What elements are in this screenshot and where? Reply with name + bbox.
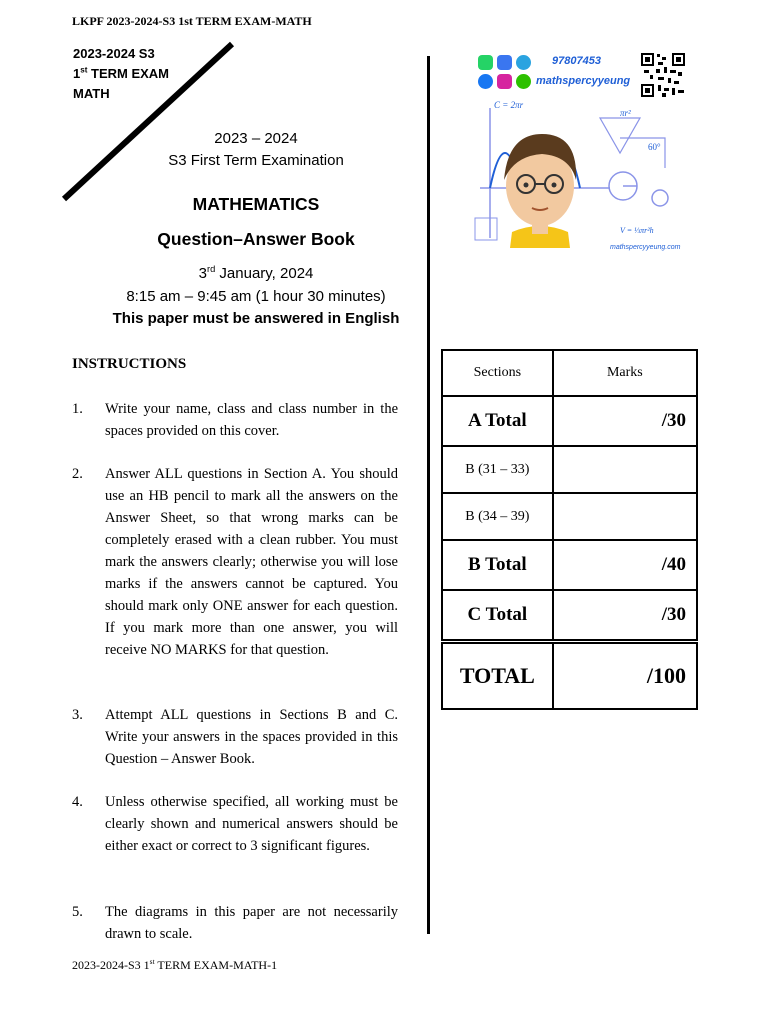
marks-value bbox=[553, 446, 697, 493]
exam-time: 8:15 am – 9:45 am (1 hour 30 minutes) bbox=[126, 288, 386, 305]
formula-angle: 60° bbox=[648, 142, 661, 152]
marks-value: /30 bbox=[553, 590, 697, 641]
formula-area: πr² bbox=[620, 108, 631, 118]
marks-value: /100 bbox=[553, 641, 697, 709]
whatsapp-icon bbox=[478, 55, 493, 70]
running-header: LKPF 2023-2024-S3 1st TERM EXAM-MATH bbox=[72, 14, 312, 28]
table-row bbox=[442, 493, 697, 540]
section-label: B (31 – 33) bbox=[442, 446, 553, 493]
vertical-divider bbox=[427, 56, 430, 934]
brand-website: mathspercyyeung.com bbox=[610, 244, 681, 251]
table-row bbox=[442, 446, 697, 493]
signal-icon bbox=[497, 55, 512, 70]
section-label: B Total bbox=[442, 540, 553, 590]
language-note: This paper must be answered in English bbox=[112, 310, 400, 327]
exam-year: 2023 – 2024 bbox=[214, 130, 298, 147]
header-sections: Sections bbox=[442, 350, 553, 396]
brand-handle: mathspercyyeung bbox=[536, 75, 631, 87]
phone-number: 97807453 bbox=[552, 55, 601, 67]
section-label: TOTAL bbox=[442, 641, 553, 709]
telegram-icon bbox=[516, 55, 531, 70]
exam-date: 3rd January, 2024 bbox=[198, 264, 314, 282]
formula-volume: V = ⅓πr²h bbox=[620, 226, 654, 235]
instruction-item-2: 2. Answer ALL questions in Section A. You should use an HB pencil to mark all the answers on the Answer Sheet, so that wrong marks can be completely erased with a clean rubber. You must mark the answers clearly; otherwise you will lose marks if the answers cannot be captured. You should mark only ONE answer for each question. If you mark more than one answer, you will receive NO MARKS for that question. bbox=[72, 466, 398, 658]
instruction-item-1: 1. Write your name, class and class number in the spaces provided on this cover. bbox=[72, 401, 398, 439]
section-label: B (34 – 39) bbox=[442, 493, 553, 540]
diagonal-stripe bbox=[58, 40, 238, 205]
section-label: A Total bbox=[442, 396, 553, 446]
marks-value: /30 bbox=[553, 396, 697, 446]
corner-label-line3: MATH bbox=[73, 86, 110, 101]
marks-value: /40 bbox=[553, 540, 697, 590]
instagram-icon bbox=[497, 74, 512, 89]
table-row-total bbox=[442, 641, 697, 709]
formula-circumference: C = 2πr bbox=[494, 100, 524, 110]
brand-logo bbox=[470, 50, 690, 260]
exam-name: S3 First Term Examination bbox=[168, 152, 344, 169]
table-header-row bbox=[442, 350, 697, 396]
instructions-heading: INSTRUCTIONS bbox=[72, 356, 187, 372]
subject-title: MATHEMATICS bbox=[192, 194, 320, 214]
page-footer: 2023-2024-S3 1st TERM EXAM-MATH-1 bbox=[72, 957, 278, 972]
math-sketch-illustration bbox=[470, 98, 690, 258]
marks-value bbox=[553, 493, 697, 540]
book-title: Question–Answer Book bbox=[157, 229, 355, 249]
instruction-item-5: 5. The diagrams in this paper are not necessarily drawn to scale. bbox=[72, 904, 398, 942]
instruction-item-3: 3. Attempt ALL questions in Sections B and C. Write your answers in the spaces provided in this Question – Answer Book. bbox=[72, 707, 398, 767]
table-row bbox=[442, 540, 697, 590]
section-label: C Total bbox=[442, 590, 553, 641]
corner-label-line2: 1st TERM EXAM bbox=[73, 65, 170, 81]
table-row bbox=[442, 590, 697, 641]
wechat-icon bbox=[516, 74, 531, 89]
instruction-item-4: 4. Unless otherwise specified, all working must be clearly shown and numerical answers should be either exact or correct to 3 significant figures. bbox=[72, 794, 398, 854]
marks-table bbox=[441, 349, 698, 710]
facebook-icon bbox=[478, 74, 493, 89]
table-row bbox=[442, 396, 697, 446]
corner-label-line1: 2023-2024 S3 bbox=[73, 46, 155, 61]
qr-code-icon bbox=[640, 52, 686, 98]
header-marks: Marks bbox=[553, 350, 697, 396]
